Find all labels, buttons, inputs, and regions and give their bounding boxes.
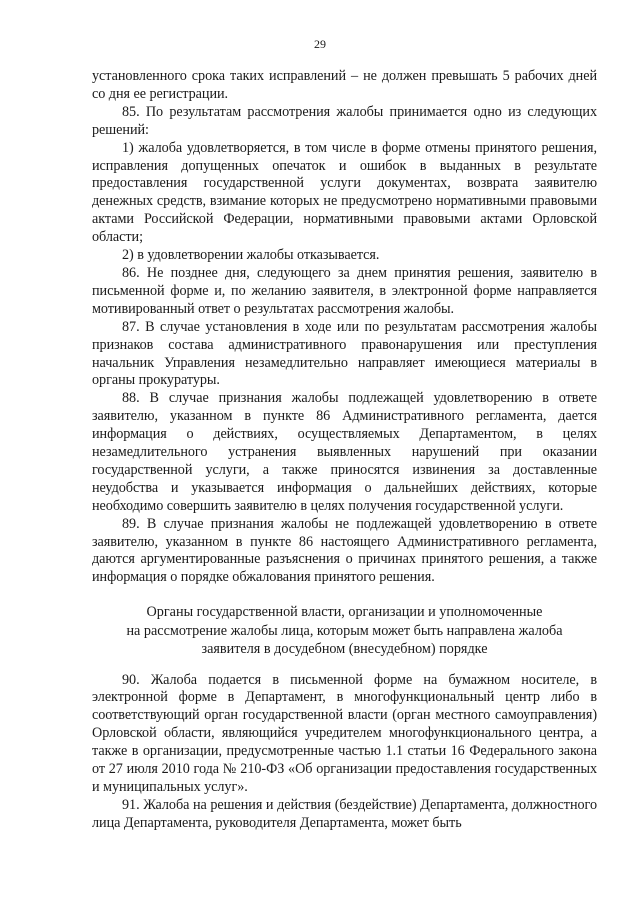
paragraph-87: 87. В случае установления в ходе или по результатам рассмотрения жалобы признаков состава административного правонарушения или преступления начальник Управления незамедлительно направляет имеющиеся материалы в органы прокуратуры.	[92, 318, 597, 389]
paragraph-86: 86. Не позднее дня, следующего за днем принятия решения, заявителю в письменной форме и, по желанию заявителя, в электронной форме направляется мотивированный ответ о результатах рассмотрения жалобы.	[92, 264, 597, 317]
section-heading-line-2: на рассмотрение жалобы лица, которым может быть направлена жалоба	[126, 622, 563, 639]
paragraph-91: 91. Жалоба на решения и действия (бездействие) Департамента, должностного лица Департамента, руководителя Департамента, может быть	[92, 796, 597, 831]
paragraph-85-item-2: 2) в удовлетворении жалобы отказывается.	[122, 247, 380, 264]
paragraph-88: 88. В случае признания жалобы подлежащей удовлетворению в ответе заявителю, указанном в пункте 86 Административного регламента, дается информация о действиях, осуществляемых Департаментом, в целях незамедлительного устранения выявленных нарушений при оказании государственной услуги, а также приносятся извинения за доставленные неудобства и указывается информация о дальнейших действиях, которые необходимо совершить заявителю в целях получения государственной услуги.	[92, 390, 597, 514]
section-heading-line-3: заявителя в досудебном (внесудебном) порядке	[201, 641, 488, 658]
document-body	[92, 68, 597, 833]
section-heading	[92, 603, 597, 658]
paragraph-90: 90. Жалоба подается в письменной форме на бумажном носителе, в электронной форме в Департамент, в многофункциональный центр либо в соответствующий орган государственной власти (орган местного самоуправления) Орловской области, являющийся учредителем многофункционального центра, а также в организации, предусмотренные частью 1.1 статьи 16 Федерального закона от 27 июля 2010 года № 210-ФЗ «Об организации предоставления государственных и муниципальных услуг».	[92, 671, 597, 795]
page-number: 29	[314, 37, 326, 51]
paragraph-85-item-1: 1) жалоба удовлетворяется, в том числе в форме отмены принятого решения, исправления допущенных опечаток и ошибок в выданных в результате предоставления государственной услуги документах, возврата заявителю денежных средств, взимание которых не предусмотрено нормативными правовыми актами Российской Федерации, нормативными правовыми актами Орловской области;	[92, 139, 597, 246]
section-heading-line-1: Органы государственной власти, организации и уполномоченные	[146, 604, 543, 621]
paragraph-85: 85. По результатам рассмотрения жалобы принимается одно из следующих решений:	[92, 103, 597, 138]
paragraph-continuation: установленного срока таких исправлений – не должен превышать 5 рабочих дней со дня ее регистрации.	[92, 68, 597, 102]
paragraph-89: 89. В случае признания жалобы не подлежащей удовлетворению в ответе заявителю, указанном в пункте 86 настоящего Административного регламента, даются аргументированные разъяснения о причинах принятого решения, а также информация о порядке обжалования принятого решения.	[92, 515, 597, 586]
